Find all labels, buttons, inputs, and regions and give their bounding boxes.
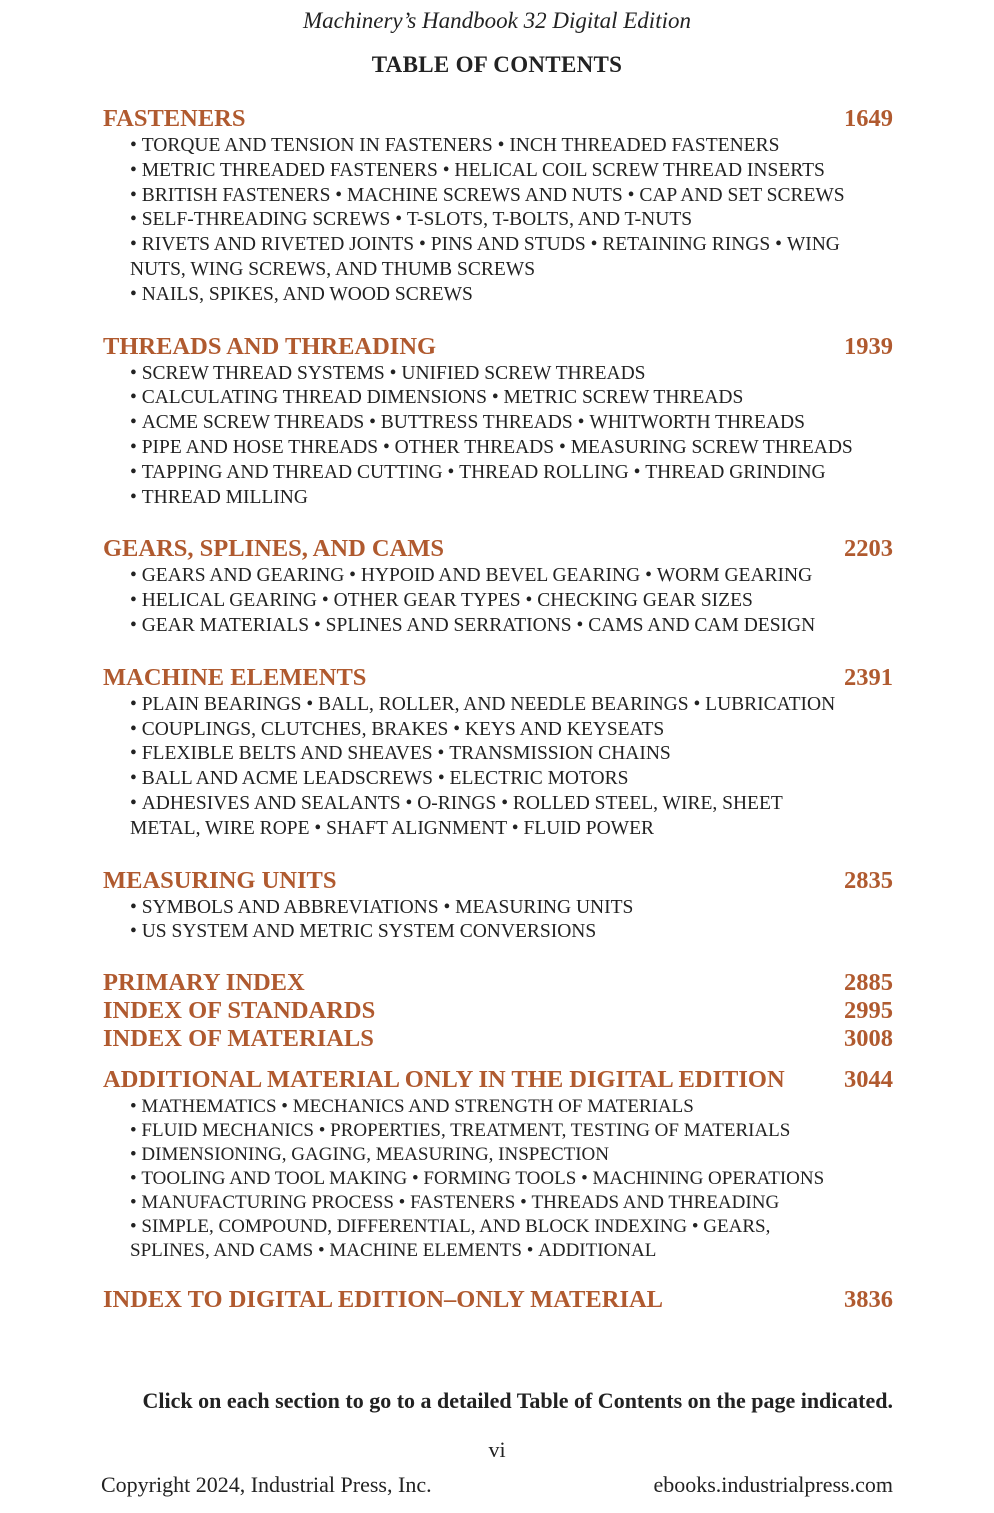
toc-title: TABLE OF CONTENTS: [371, 52, 623, 77]
index-page[interactable]: 2885: [844, 969, 893, 997]
index-standards[interactable]: [103, 997, 893, 1025]
section-page[interactable]: 2203: [844, 535, 893, 563]
topic-item: • BRITISH FASTENERS: [130, 185, 330, 206]
topic-item: • PLAIN BEARINGS: [130, 694, 302, 715]
section-topics: [103, 896, 850, 946]
topic-item: • LUBRICATION: [693, 694, 835, 715]
topic-item: • PIPE AND HOSE THREADS: [130, 437, 378, 458]
section-heading[interactable]: [103, 534, 893, 564]
topic-item: • FLUID POWER: [512, 818, 654, 839]
topic-item: • WORM GEARING: [645, 565, 812, 586]
topic-item: • UNIFIED SCREW THREADS: [390, 363, 646, 384]
topic-item: • THREAD ROLLING: [447, 462, 628, 483]
topic-item: • US SYSTEM AND METRIC SYSTEM CONVERSIONS: [130, 921, 596, 942]
section-title[interactable]: FASTENERS: [103, 105, 246, 132]
section-topics: [103, 693, 850, 842]
topic-item: • RETAINING RINGS: [591, 234, 771, 255]
topic-item: • FLEXIBLE BELTS AND SHEAVES: [130, 743, 433, 764]
section-topics: [103, 362, 875, 511]
topic-item: • SYMBOLS AND ABBREVIATIONS: [130, 897, 439, 918]
topic-item: • NAILS, SPIKES, AND WOOD SCREWS: [130, 284, 473, 305]
section-fasteners[interactable]: [103, 104, 893, 308]
indexes-group: [103, 969, 893, 1053]
section-machine-elements[interactable]: [103, 663, 893, 842]
topic-item: • MACHINING OPERATIONS: [581, 1168, 824, 1189]
page-number: vi: [488, 1437, 506, 1462]
topic-item: • SCREW THREAD SYSTEMS: [130, 363, 385, 384]
section-title[interactable]: ADDITIONAL MATERIAL ONLY IN THE DIGITAL EDITION: [103, 1066, 785, 1094]
topic-item: • MEASURING UNITS: [443, 897, 633, 918]
table-of-contents: [103, 104, 893, 1315]
section-heading[interactable]: [103, 332, 893, 362]
topic-item: • FLUID MECHANICS: [130, 1120, 314, 1141]
copyright-text: Copyright 2024, Industrial Press, Inc.: [101, 1472, 432, 1497]
topic-item: • KEYS AND KEYSEATS: [453, 719, 664, 740]
topic-item: • DIMENSIONING, GAGING, MEASURING, INSPECTION: [130, 1144, 609, 1165]
section-page[interactable]: 1939: [844, 332, 893, 360]
section-heading[interactable]: [103, 1065, 893, 1095]
topic-item: • CAMS AND CAM DESIGN: [577, 615, 816, 636]
topic-item: • PINS AND STUDS: [419, 234, 586, 255]
running-header: Machinery’s Handbook 32 Digital Edition: [303, 8, 691, 33]
section-title[interactable]: THREADS AND THREADING: [103, 332, 437, 360]
topic-item: • MANUFACTURING PROCESS: [130, 1192, 394, 1213]
section-page[interactable]: 2391: [844, 663, 893, 691]
topic-item: • WING NUTS, WING SCREWS, AND THUMB SCREWS: [130, 234, 840, 280]
section-additional-material[interactable]: [103, 1065, 893, 1263]
section-title[interactable]: GEARS, SPLINES, AND CAMS: [103, 535, 445, 563]
section-measuring-units[interactable]: [103, 866, 893, 946]
index-title[interactable]: INDEX OF STANDARDS: [103, 997, 376, 1025]
index-title[interactable]: PRIMARY INDEX: [103, 969, 305, 997]
topic-item: • T-SLOTS, T-BOLTS, AND T-NUTS: [395, 209, 692, 230]
section-topics: [103, 1095, 830, 1263]
topic-item: • ROLLED STEEL, WIRE, SHEET METAL, WIRE ROPE: [130, 793, 782, 839]
topic-item: • THREADS AND THREADING: [520, 1192, 779, 1213]
topic-item: • GEAR MATERIALS: [130, 615, 309, 636]
topic-item: • HYPOID AND BEVEL GEARING: [349, 565, 640, 586]
topic-item: • MACHINE SCREWS AND NUTS: [335, 185, 622, 206]
topic-item: • HELICAL GEARING: [130, 590, 317, 611]
section-title[interactable]: INDEX TO DIGITAL EDITION–ONLY MATERIAL: [103, 1286, 664, 1314]
section-topics: [103, 134, 850, 308]
topic-item: • FASTENERS: [399, 1192, 516, 1213]
topic-item: • CALCULATING THREAD DIMENSIONS: [130, 387, 487, 408]
topic-item: • METRIC SCREW THREADS: [492, 387, 744, 408]
topic-item: • PROPERTIES, TREATMENT, TESTING OF MATERIALS: [319, 1120, 791, 1141]
topic-item: • TOOLING AND TOOL MAKING: [130, 1168, 407, 1189]
topic-item: • BUTTRESS THREADS: [369, 412, 573, 433]
section-page[interactable]: 1649: [844, 105, 893, 132]
index-title[interactable]: INDEX OF MATERIALS: [103, 1025, 374, 1053]
topic-item: • THREAD GRINDING: [634, 462, 826, 483]
section-gears-splines-cams[interactable]: [103, 534, 893, 638]
section-page[interactable]: 3836: [844, 1286, 893, 1314]
topic-item: • ACME SCREW THREADS: [130, 412, 364, 433]
index-materials[interactable]: [103, 1025, 893, 1053]
topic-item: • MATHEMATICS: [130, 1096, 277, 1117]
topic-item: • SIMPLE, COMPOUND, DIFFERENTIAL, AND BLOCK INDEXING: [130, 1216, 687, 1237]
topic-item: • O-RINGS: [406, 793, 497, 814]
topic-item: • TRANSMISSION CHAINS: [438, 743, 671, 764]
section-digital-index[interactable]: [103, 1285, 893, 1315]
topic-item: • RIVETS AND RIVETED JOINTS: [130, 234, 414, 255]
topic-item: • ADDITIONAL: [527, 1240, 657, 1261]
topic-item: • HELICAL COIL SCREW THREAD INSERTS: [443, 160, 825, 181]
topic-item: • MECHANICS AND STRENGTH OF MATERIALS: [281, 1096, 694, 1117]
topic-item: • WHITWORTH THREADS: [578, 412, 805, 433]
topic-item: • SPLINES AND SERRATIONS: [314, 615, 572, 636]
index-page[interactable]: 3008: [844, 1025, 893, 1053]
section-title[interactable]: MACHINE ELEMENTS: [103, 663, 367, 691]
topic-item: • ADHESIVES AND SEALANTS: [130, 793, 401, 814]
topic-item: • ELECTRIC MOTORS: [438, 768, 629, 789]
section-title[interactable]: MEASURING UNITS: [103, 866, 337, 894]
section-heading[interactable]: [103, 1285, 893, 1315]
section-heading[interactable]: [103, 866, 893, 896]
topic-item: • MACHINE ELEMENTS: [318, 1240, 522, 1261]
topic-item: • METRIC THREADED FASTENERS: [130, 160, 438, 181]
topic-item: • MEASURING SCREW THREADS: [559, 437, 853, 458]
topic-item: • SHAFT ALIGNMENT: [314, 818, 506, 839]
topic-item: • CAP AND SET SCREWS: [628, 185, 845, 206]
topic-item: • CHECKING GEAR SIZES: [526, 590, 753, 611]
topic-item: • TORQUE AND TENSION IN FASTENERS: [130, 135, 493, 156]
topic-item: • BALL AND ACME LEADSCREWS: [130, 768, 433, 789]
index-primary[interactable]: [103, 969, 893, 997]
topic-item: • COUPLINGS, CLUTCHES, BRAKES: [130, 719, 448, 740]
section-page[interactable]: 3044: [844, 1066, 893, 1094]
section-heading[interactable]: [103, 663, 893, 693]
topic-item: • BALL, ROLLER, AND NEEDLE BEARINGS: [306, 694, 688, 715]
website-link[interactable]: ebooks.industrialpress.com: [653, 1472, 893, 1497]
index-page[interactable]: 2995: [844, 997, 893, 1025]
topic-item: • OTHER THREADS: [383, 437, 554, 458]
instruction-note: Click on each section to go to a detailed Table of Contents on the page indicated.: [142, 1388, 893, 1413]
section-threads-and-threading[interactable]: [103, 332, 893, 511]
topic-item: • GEARS AND GEARING: [130, 565, 344, 586]
section-topics: [103, 564, 850, 638]
topic-item: • SELF-THREADING SCREWS: [130, 209, 390, 230]
topic-item: • THREAD MILLING: [130, 487, 308, 508]
topic-item: • INCH THREADED FASTENERS: [498, 135, 780, 156]
section-page[interactable]: 2835: [844, 866, 893, 894]
topic-item: • FORMING TOOLS: [412, 1168, 576, 1189]
section-heading[interactable]: [103, 104, 893, 134]
topic-item: • OTHER GEAR TYPES: [322, 590, 521, 611]
topic-item: • TAPPING AND THREAD CUTTING: [130, 462, 443, 483]
topic-item: • GEARS, SPLINES, AND CAMS: [130, 1216, 770, 1261]
